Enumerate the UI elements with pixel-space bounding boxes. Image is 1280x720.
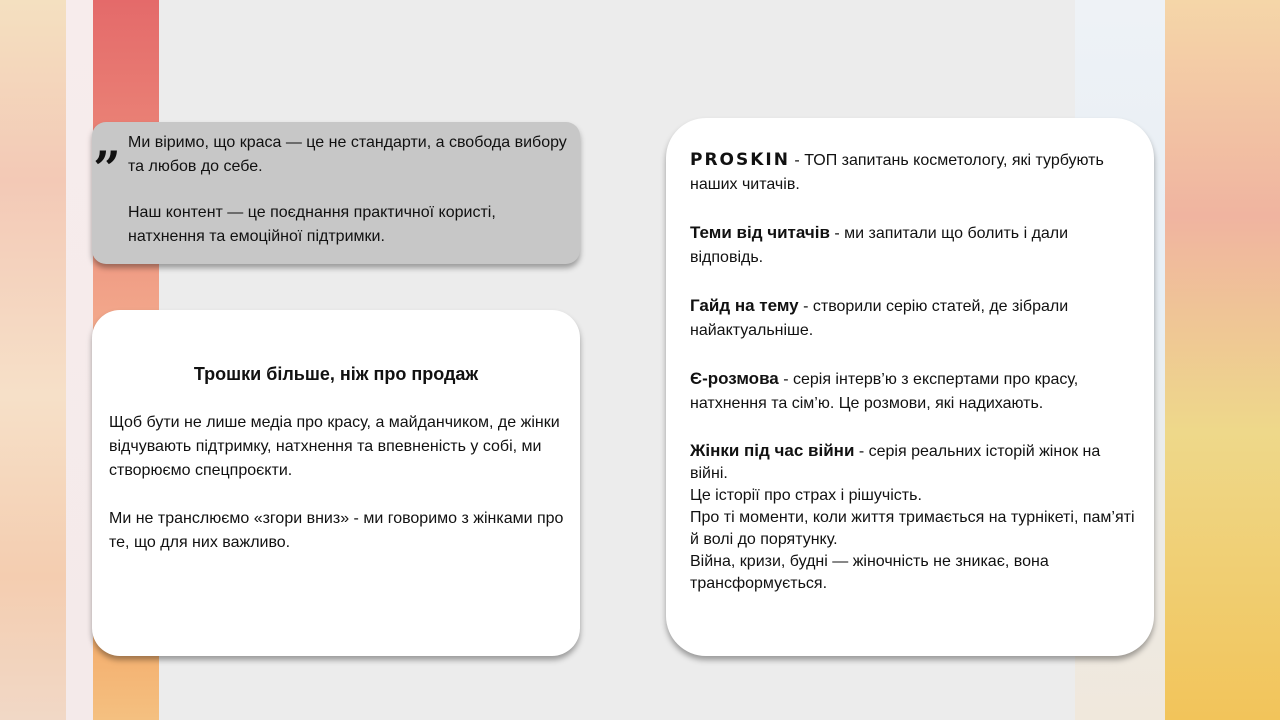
topic-title: Є-розмова — [690, 369, 779, 388]
topic-desc: - створили серію статей, де зібрали найактуальніше. — [690, 298, 1069, 339]
topics-list — [690, 148, 1140, 595]
quote-card — [92, 114, 580, 264]
topic-desc: - ми запитали що болить і дали відповідь. — [690, 225, 1069, 266]
topic-guide — [690, 294, 1140, 343]
sales-paragraph: Ми не транслюємо «згори вниз» - ми говоримо з жінками про те, що для них важливо. — [109, 510, 564, 551]
quote-paragraph: Наш контент — це поєднання практичної користі, натхнення та емоційної підтримки. — [128, 204, 496, 245]
quote-mark-icon: „ — [94, 114, 122, 170]
topic-proskin — [690, 148, 1140, 197]
topic-title: Гайд на тему — [690, 296, 799, 315]
topic-readers — [690, 221, 1140, 270]
topic-conversation — [690, 367, 1140, 416]
sales-card — [92, 310, 580, 656]
quote-text — [128, 131, 568, 271]
war-story-line: Війна, кризи, будні — жіночність не зникає, вона трансформується. — [690, 553, 1049, 592]
topic-desc: - ТОП запитань косметологу, які турбують наших читачів. — [690, 152, 1104, 193]
sales-title: Трошки більше, ніж про продаж — [193, 364, 479, 384]
sales-body — [109, 411, 564, 579]
topics-card — [666, 118, 1154, 656]
decorative-stripe-left — [0, 0, 66, 720]
sales-paragraph: Щоб бути не лише медіа про красу, а майданчиком, де жінки відчувають підтримку, натхнення та впевненість у собі, ми створюємо спецпроєкти. — [109, 414, 560, 479]
topic-desc: - серія інтерв’ю з експертами про красу, натхнення та сім’ю. Це розмови, які надихають. — [690, 371, 1079, 412]
quote-paragraph: Ми віримо, що краса — це не стандарти, а свобода вибору та любов до себе. — [128, 134, 567, 175]
topic-title: Жінки під час війни — [690, 441, 855, 460]
war-story-line: Це історії про страх і рішучість. — [690, 487, 922, 504]
proskin-brand: PROSKIN — [690, 150, 790, 170]
decorative-stripe-right-bright — [1165, 0, 1280, 720]
topic-title: Теми від читачів — [690, 223, 830, 242]
decorative-stripe-left-mid — [66, 0, 93, 720]
topic-desc: - серія реальних історій жінок на війні. — [690, 443, 1101, 482]
war-story-line: Про ті моменти, коли життя тримається на турнікеті, пам’яті й волі до порятунку. — [690, 509, 1135, 548]
topic-women-war — [690, 440, 1140, 485]
